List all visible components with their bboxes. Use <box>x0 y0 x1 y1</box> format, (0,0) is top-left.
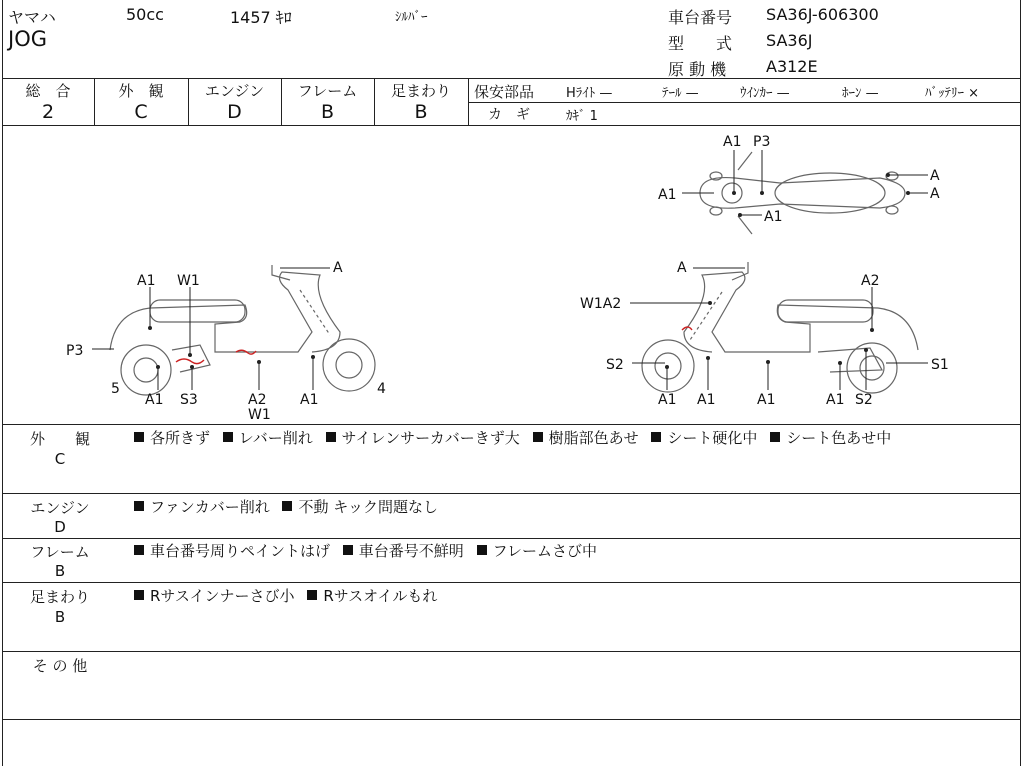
label-right-a1-front: A1 <box>697 392 716 408</box>
model-name: JOG <box>8 27 47 51</box>
label-right-s2-rear: S2 <box>855 392 873 408</box>
remark-engine-category: エンジン <box>30 499 90 517</box>
label-top-a1-lower: A1 <box>764 209 783 225</box>
label-left-w1: W1 <box>177 273 200 289</box>
safety-part-headlight: Hﾗｲﾄ — <box>566 86 613 101</box>
label-right-a2: A2 <box>861 273 880 289</box>
grade-engine-value: D <box>227 101 242 123</box>
remark-exterior-category: 外 観 <box>29 430 90 448</box>
displacement: 50cc <box>126 5 164 24</box>
grade-overall-value: 2 <box>41 101 55 123</box>
label-left-s3: S3 <box>180 392 198 408</box>
label-right-w1a2: W1A2 <box>580 296 622 312</box>
scooter-damage-diagram <box>0 126 1024 424</box>
remark-frame-category: フレーム <box>30 543 90 561</box>
label-left-a1-front: A1 <box>300 392 319 408</box>
mileage: 1457 ｷﾛ <box>230 8 292 27</box>
label-left-a1-seat: A1 <box>137 273 156 289</box>
safety-part-tail: ﾃｰﾙ — <box>662 86 699 101</box>
maker-name: ヤマハ <box>8 8 56 27</box>
remark-frame-grade: B <box>54 562 66 580</box>
grade-suspension-value: B <box>414 101 428 123</box>
color-value: ｼﾙﾊﾞｰ <box>395 10 428 25</box>
grade-exterior-label: 外 観 <box>118 82 164 100</box>
engine-label: 原 動 機 <box>668 60 727 79</box>
grade-overall-label: 総 合 <box>25 82 71 100</box>
label-left-4: 4 <box>377 381 386 397</box>
remark-exterior-text: 各所きず レバー削れ サイレンサーカバーきず大 樹脂部色あせ シート硬化中 シート色あせ中 <box>134 427 1014 449</box>
remark-suspension-grade: B <box>54 608 66 626</box>
remark-other-category: そ の 他 <box>32 657 88 675</box>
label-top-a-lower: A <box>930 186 940 202</box>
label-right-s2-front: S2 <box>606 357 624 373</box>
key-label: カ ギ <box>488 107 530 123</box>
remark-engine-grade: D <box>54 518 66 536</box>
label-top-p3: P3 <box>753 134 771 150</box>
label-left-5: 5 <box>111 381 120 397</box>
grade-frame-value: B <box>320 101 335 123</box>
label-right-a-mirror: A <box>677 260 687 276</box>
label-right-a1-floor: A1 <box>757 392 776 408</box>
frame-number: SA36J-606300 <box>766 5 879 24</box>
label-right-s1: S1 <box>931 357 949 373</box>
label-left-p3: P3 <box>66 343 84 359</box>
label-right-a1-wheel: A1 <box>658 392 677 408</box>
label-left-a1-wheel: A1 <box>145 392 164 408</box>
label-left-a2: A2 <box>248 392 267 408</box>
engine-value: A312E <box>766 57 818 76</box>
remark-engine-text: ファンカバー削れ 不動 キック問題なし <box>134 496 1014 518</box>
remark-frame-text: 車台番号周りペイントはげ 車台番号不鮮明 フレームさび中 <box>134 540 1014 562</box>
safety-part-horn: ﾎｰﾝ — <box>842 86 879 101</box>
grade-frame-label: フレーム <box>297 82 358 100</box>
key-value: ｶｷﾞ 1 <box>566 109 598 124</box>
remark-suspension-category: 足まわり <box>29 588 90 606</box>
type-label: 型 式 <box>668 34 733 53</box>
safety-part-winker: ｳｲﾝｶｰ — <box>740 86 790 101</box>
safety-part-battery: ﾊﾞｯﾃﾘｰ × <box>925 86 980 101</box>
label-right-a1-rear: A1 <box>826 392 845 408</box>
label-top-a-upper: A <box>930 168 940 184</box>
label-top-a1-left: A1 <box>658 187 677 203</box>
label-left-a-mirror: A <box>333 260 343 276</box>
grade-exterior-value: C <box>134 101 148 123</box>
frame-number-label: 車台番号 <box>668 8 733 27</box>
label-top-a1: A1 <box>723 134 742 150</box>
grade-engine-label: エンジン <box>204 82 265 100</box>
grade-suspension-label: 足まわり <box>390 82 451 100</box>
type-value: SA36J <box>766 31 813 50</box>
remark-suspension-text: Rサスインナーさび小 Rサスオイルもれ <box>134 585 1014 607</box>
remark-exterior-grade: C <box>54 450 66 468</box>
label-left-w1-floor: W1 <box>248 407 271 423</box>
safety-parts-label: 保安部品 <box>474 83 535 101</box>
